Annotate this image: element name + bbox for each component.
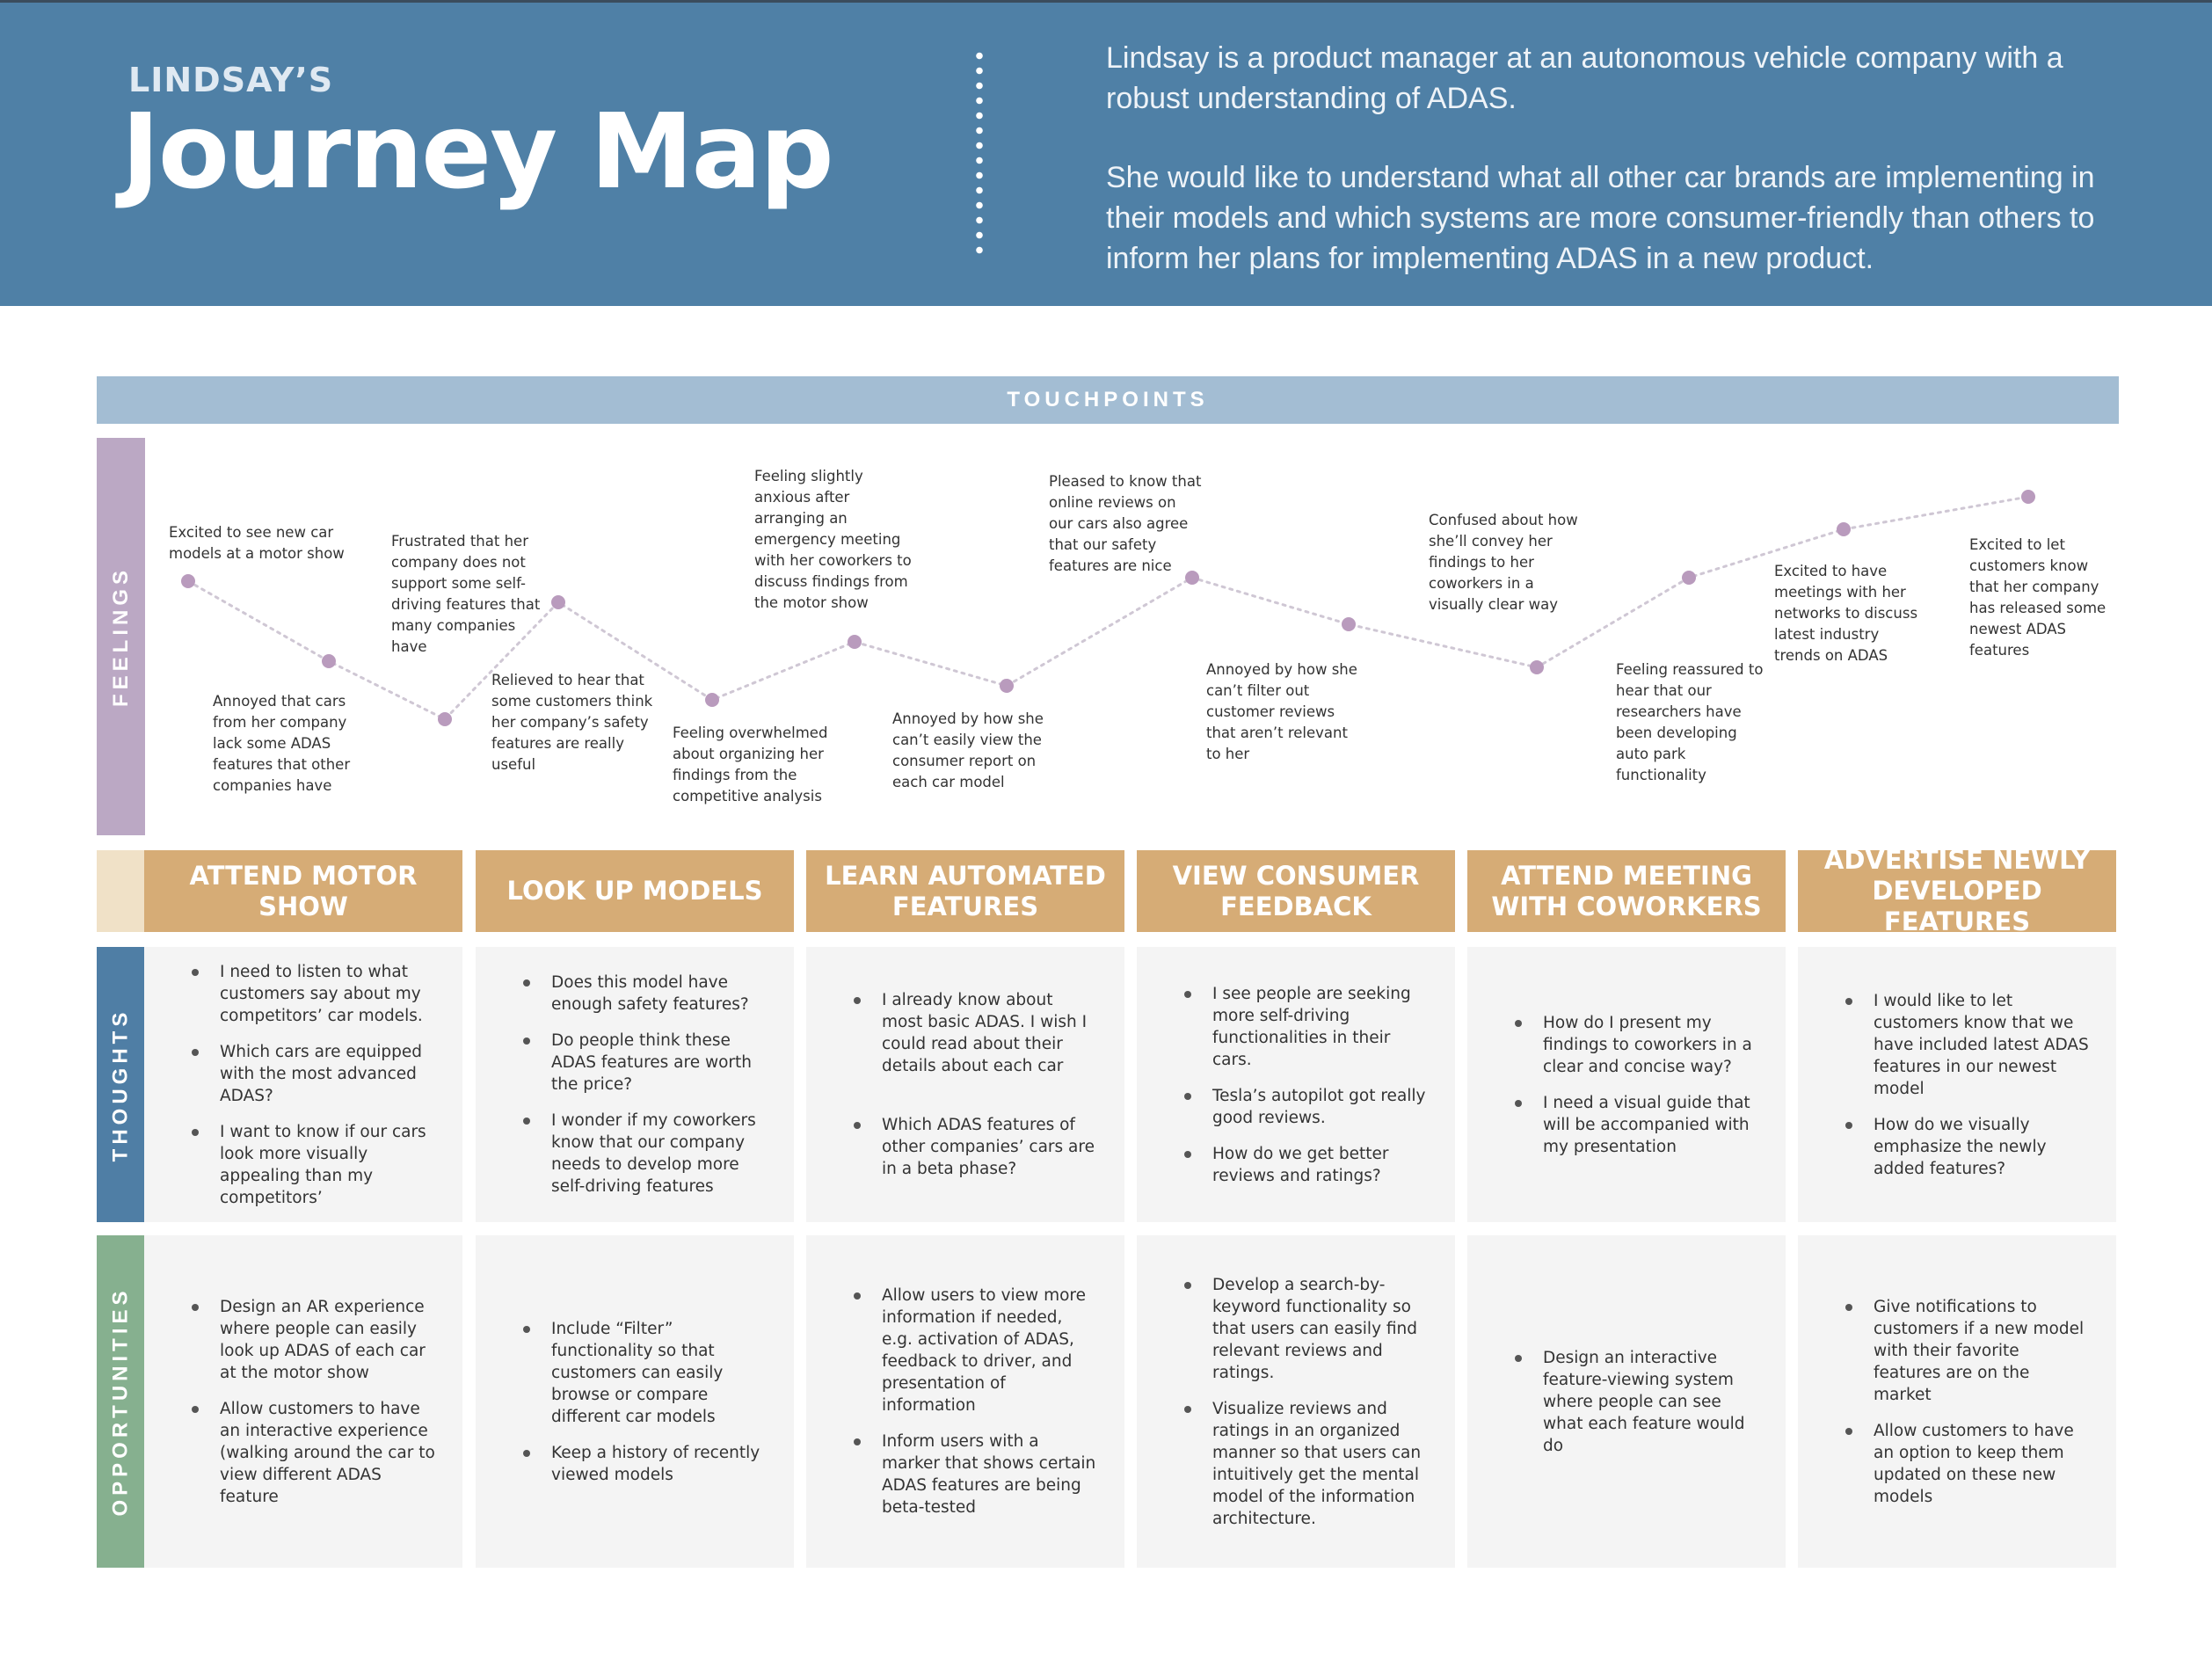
- stage-attend-motor-show: ATTEND MOTOR SHOW: [144, 850, 462, 932]
- feeling-note: Feeling reassured to hear that our researchers have been developing auto park functionality: [1616, 661, 1764, 783]
- opportunity-item: Inform users with a marker that shows certain ADAS features are being beta-tested: [847, 1431, 1098, 1518]
- thought-item: Tesla’s autopilot got really good reviews.: [1177, 1085, 1429, 1129]
- thought-item: Which cars are equipped with the most advanced ADAS?: [185, 1041, 436, 1107]
- feeling-point: [848, 635, 862, 649]
- thought-item: How do I present my findings to coworkers in a clear and concise way?: [1508, 1012, 1759, 1078]
- stage-view-consumer-feedback: VIEW CONSUMER FEEDBACK: [1137, 850, 1455, 932]
- feeling-note: Pleased to know that online reviews on our cars also agree that our safety features are nice: [1049, 473, 1202, 574]
- persona-name: LINDSAY’S: [128, 61, 334, 99]
- opportunities-cell: [144, 1235, 462, 1568]
- persona-goal: She would like to understand what all other car brands are implementing in their models and which systems are more consumer-friendly than others to inform her plans for implementing ADAS in a new product.: [1106, 161, 2095, 275]
- opportunities-cell: [1137, 1235, 1455, 1568]
- thoughts-cell: [476, 947, 794, 1222]
- stage-look-up-models: LOOK UP MODELS: [476, 850, 794, 932]
- opportunity-item: Give notifications to customers if a new model with their favorite features are on the market: [1838, 1296, 2090, 1406]
- feeling-point: [181, 574, 195, 588]
- thought-item: Do people think these ADAS features are worth the price?: [516, 1030, 768, 1096]
- feeling-note: Relieved to hear that some customers think her company’s safety features are really useful: [491, 672, 653, 773]
- feeling-note: Annoyed by how she can’t filter out customer reviews that aren’t relevant to her: [1206, 661, 1357, 762]
- feeling-note: Annoyed that cars from her company lack some ADAS features that other companies have: [213, 693, 351, 794]
- feeling-point: [705, 693, 719, 707]
- opportunity-item: Design an interactive feature-viewing system where people can see what each feature would do: [1508, 1347, 1759, 1457]
- page-title: Journey Map: [121, 91, 833, 212]
- thought-item: I need to listen to what customers say about my competitors’ car models.: [185, 961, 436, 1027]
- stage-attend-meeting: ATTEND MEETING WITH COWORKERS: [1467, 850, 1786, 932]
- thought-item: Does this model have enough safety features?: [516, 972, 768, 1016]
- touchpoints-bar: TOUCHPOINTS: [97, 376, 2119, 424]
- feeling-point: [322, 654, 336, 668]
- feeling-note: Excited to let customers know that her company has released some newest ADAS features: [1969, 536, 2106, 659]
- opportunity-item: Allow customers to have an option to keep them updated on these new models: [1838, 1420, 2090, 1508]
- thoughts-cell: [1137, 947, 1455, 1222]
- feeling-note: Confused about how she’ll convey her findings to her coworkers in a visually clear way: [1429, 512, 1578, 613]
- opportunities-cell: [1798, 1235, 2116, 1568]
- thoughts-cell: [1798, 947, 2116, 1222]
- thought-item: I already know about most basic ADAS. I wish I could read about their details about each car: [847, 989, 1098, 1077]
- thought-item: I wonder if my coworkers know that our company needs to develop more self-driving features: [516, 1110, 768, 1198]
- feeling-note: Frustrated that her company does not support some self-driving features that many companies have: [391, 533, 541, 655]
- opportunities-cell: [806, 1235, 1124, 1568]
- opportunity-item: Include “Filter” functionality so that customers can easily browse or compare different car models: [516, 1318, 768, 1428]
- thought-item: How do we visually emphasize the newly added features?: [1838, 1114, 2090, 1180]
- feeling-point: [2021, 490, 2035, 504]
- thoughts-row-label: [97, 947, 145, 1222]
- opportunities-cell: [1467, 1235, 1786, 1568]
- opportunity-item: Design an AR experience where people can easily look up ADAS of each car at the motor show: [185, 1296, 436, 1384]
- feeling-point: [1000, 679, 1014, 693]
- feeling-note: Annoyed by how she can’t easily view the consumer report on each car model: [892, 710, 1044, 790]
- feeling-note: Feeling overwhelmed about organizing her findings from the competitive analysis: [673, 724, 828, 805]
- opportunity-item: Allow customers to have an interactive experience (walking around the car to view different ADAS feature: [185, 1398, 436, 1508]
- thought-item: How do we get better reviews and ratings?: [1177, 1143, 1429, 1187]
- persona-description: Lindsay is a product manager at an autonomous vehicle company with a robust understanding of ADAS.: [1106, 41, 2063, 115]
- feeling-note: Excited to see new car models at a motor show: [169, 524, 345, 562]
- opportunity-item: Allow users to view more information if needed, e.g. activation of ADAS, feedback to driver, and presentation of information: [847, 1285, 1098, 1416]
- opportunity-item: Visualize reviews and ratings in an organized manner so that users can intuitively get the mental model of the information architecture.: [1177, 1398, 1429, 1530]
- thought-item: I see people are seeking more self-driving functionalities in their cars.: [1177, 983, 1429, 1071]
- feeling-point: [1342, 617, 1356, 631]
- thought-item: I would like to let customers know that we have included latest ADAS features in our newest model: [1838, 990, 2090, 1100]
- feeling-point: [1530, 660, 1544, 674]
- stage-advertise-features: ADVERTISE NEWLY DEVELOPED FEATURES: [1798, 850, 2116, 932]
- thoughts-label-text: THOUGHTS: [108, 1008, 133, 1161]
- feeling-note: Feeling slightly anxious after arranging an emergency meeting with her coworkers to discuss findings from the motor show: [754, 468, 912, 611]
- opportunities-cell: [476, 1235, 794, 1568]
- feelings-label-text: FEELINGS: [108, 565, 133, 708]
- thoughts-cell: [806, 947, 1124, 1222]
- opportunity-item: Keep a history of recently viewed models: [516, 1442, 768, 1486]
- opportunity-item: Develop a search-by-keyword functionality so that users can easily find relevant reviews and ratings.: [1177, 1274, 1429, 1384]
- feeling-point: [551, 595, 565, 609]
- opportunities-label-text: OPPORTUNITIES: [108, 1286, 133, 1517]
- thoughts-cell: [144, 947, 462, 1222]
- feeling-point: [438, 712, 452, 726]
- feeling-note: Excited to have meetings with her networks to discuss latest industry trends on ADAS: [1774, 563, 1918, 664]
- thought-item: Which ADAS features of other companies’ cars are in a beta phase?: [847, 1114, 1098, 1180]
- feeling-point: [1682, 571, 1696, 585]
- opportunities-row-label: [97, 1235, 145, 1568]
- thought-item: I want to know if our cars look more visually appealing than my competitors’: [185, 1121, 436, 1209]
- feeling-point: [1837, 522, 1851, 536]
- stage-learn-automated-features: LEARN AUTOMATED FEATURES: [806, 850, 1124, 932]
- thought-item: I need a visual guide that will be accompanied with my presentation: [1508, 1092, 1759, 1158]
- thoughts-cell: [1467, 947, 1786, 1222]
